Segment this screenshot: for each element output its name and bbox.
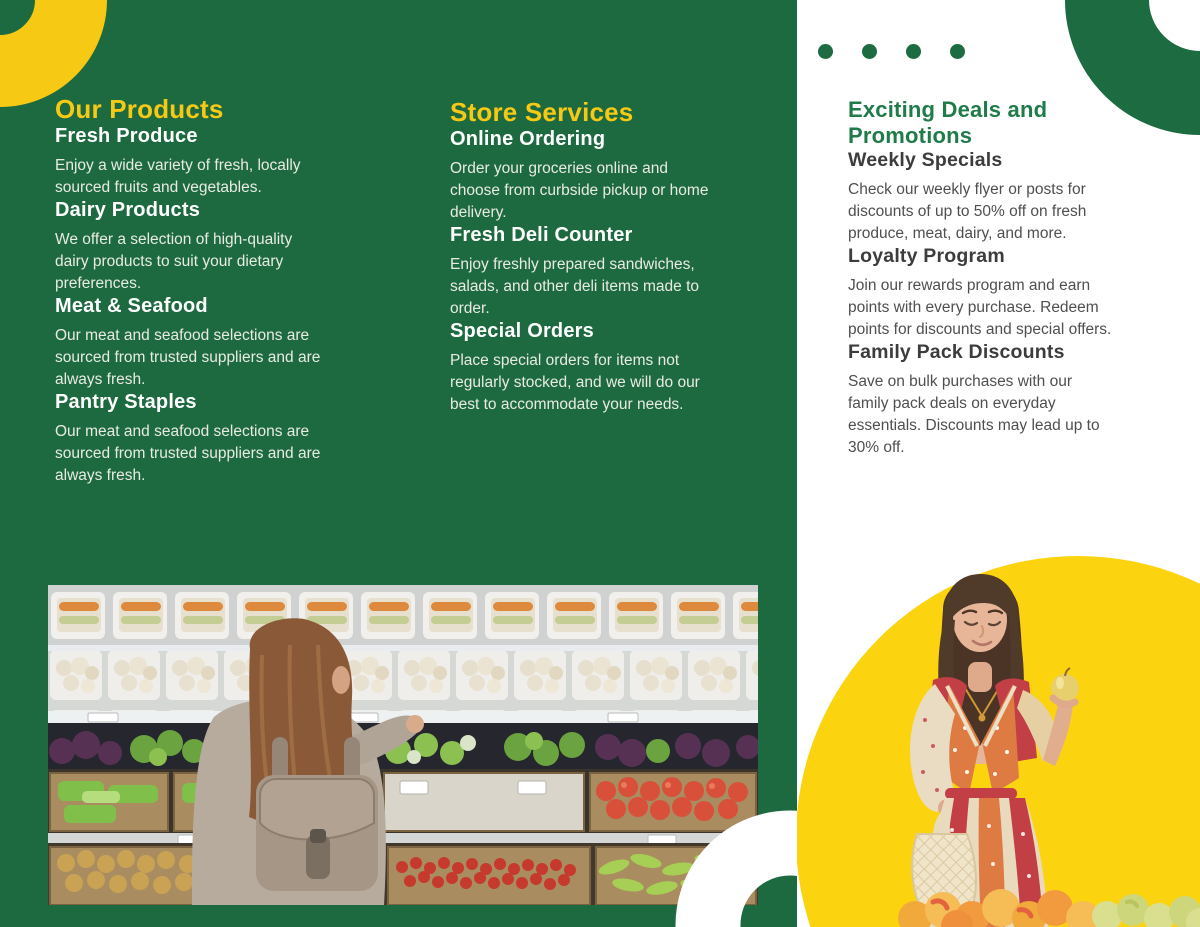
- section-meat-seafood: [55, 295, 321, 391]
- section-body: We offer a selection of high-quality dairy products to suit your dietary preferences.: [55, 231, 293, 292]
- section-heading: Fresh Produce: [55, 125, 198, 147]
- section-heading: Special Orders: [450, 320, 594, 342]
- section-fresh-deli-counter: [450, 224, 722, 320]
- dot-icon: [950, 44, 965, 59]
- dot-icon: [818, 44, 833, 59]
- dot-icon: [906, 44, 921, 59]
- section-online-ordering: [450, 128, 722, 224]
- section-body: Our meat and seafood selections are sourced from trusted suppliers and are always fresh.: [55, 423, 321, 484]
- section-body: Save on bulk purchases with our family pack deals on everyday essentials. Discounts may lead up to 30% off.: [848, 373, 1100, 456]
- panel-deals: [797, 0, 1200, 927]
- deals-title: Exciting Deals and Promotions: [848, 97, 1048, 148]
- section-body: Join our rewards program and earn points with every purchase. Redeem points for discounts and special offers.: [848, 277, 1112, 338]
- section-weekly-specials: [848, 149, 1112, 245]
- section-fresh-produce: [55, 125, 321, 199]
- woman-with-apple-photo: [797, 550, 1200, 927]
- section-body: Our meat and seafood selections are sourced from trusted suppliers and are always fresh.: [55, 327, 321, 388]
- section-heading: Pantry Staples: [55, 391, 197, 413]
- section-loyalty-program: [848, 245, 1112, 341]
- section-heading: Online Ordering: [450, 128, 606, 150]
- section-body: Place special orders for items not regularly stocked, and we will do our best to accommodate your needs.: [450, 352, 700, 413]
- section-body: Enjoy freshly prepared sandwiches, salads, and other deli items made to order.: [450, 256, 699, 317]
- section-family-pack-discounts: [848, 341, 1112, 459]
- dot-icon: [862, 44, 877, 59]
- section-body: Order your groceries online and choose from curbside pickup or home delivery.: [450, 160, 709, 221]
- panel-store-services: [450, 0, 722, 416]
- section-body: Enjoy a wide variety of fresh, locally sourced fruits and vegetables.: [55, 157, 301, 196]
- dots-decoration: [818, 44, 965, 59]
- our-products-title: Our Products: [55, 94, 224, 124]
- section-heading: Dairy Products: [55, 199, 201, 221]
- section-heading: Fresh Deli Counter: [450, 224, 633, 246]
- section-dairy-products: [55, 199, 321, 295]
- section-heading: Loyalty Program: [848, 245, 1005, 267]
- deals-content: [848, 97, 1112, 459]
- section-heading: Family Pack Discounts: [848, 341, 1065, 363]
- section-body: Check our weekly flyer or posts for discounts of up to 50% off on fresh produce, meat, dairy, and more.: [848, 181, 1087, 242]
- section-heading: Weekly Specials: [848, 149, 1003, 171]
- section-pantry-staples: [55, 391, 321, 487]
- white-ring-decoration: [630, 780, 797, 927]
- section-special-orders: [450, 320, 722, 416]
- section-heading: Meat & Seafood: [55, 295, 208, 317]
- store-services-title: Store Services: [450, 97, 634, 127]
- panel-our-products: [55, 0, 321, 487]
